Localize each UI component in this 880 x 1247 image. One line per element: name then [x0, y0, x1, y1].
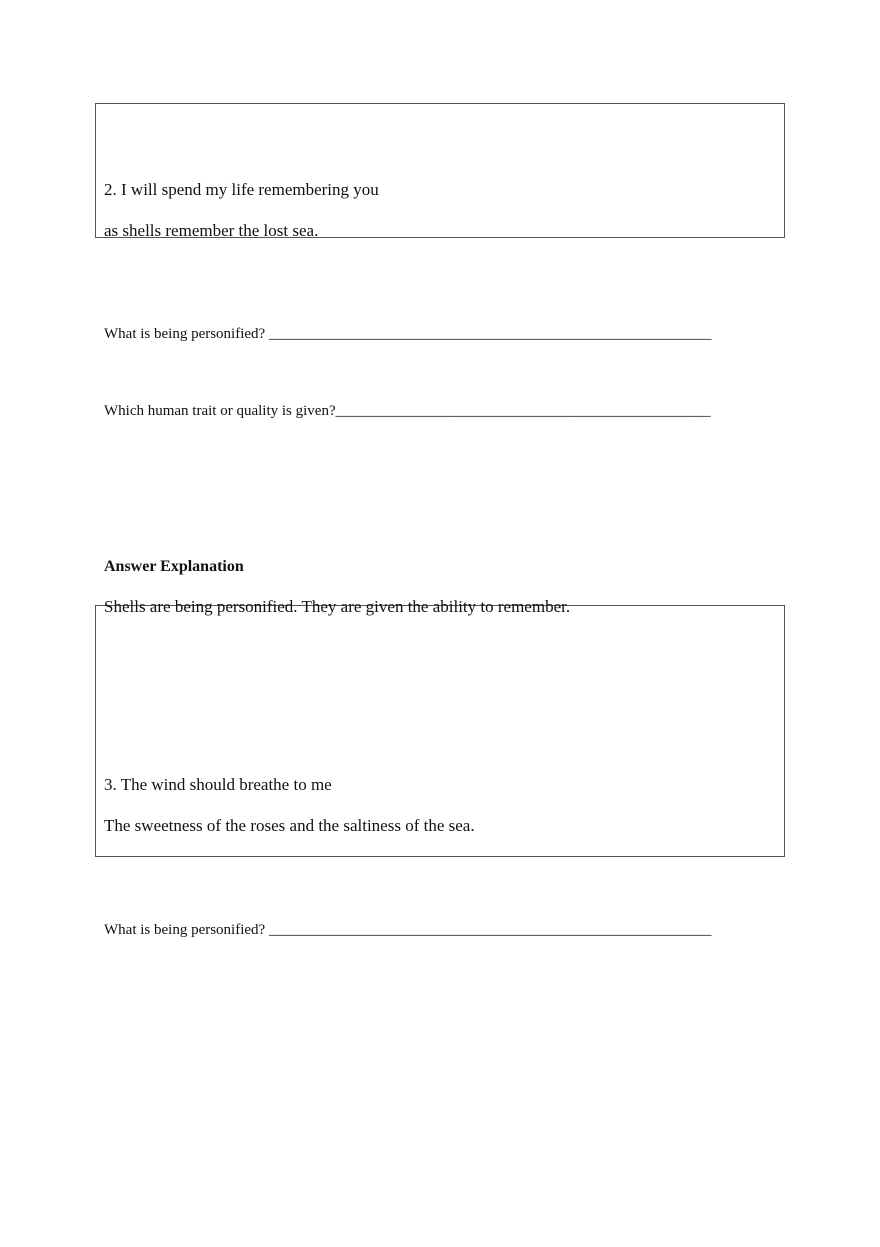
answer-explanation-heading: Answer Explanation	[104, 558, 244, 575]
question-personified-2: What is being personified? ___________________________________________________________	[104, 326, 712, 342]
poem-3-line-1: 3. The wind should breathe to me	[104, 775, 332, 794]
poem-3-line-2: The sweetness of the roses and the saltiness of the sea.	[104, 816, 475, 835]
poem-2-line-1: 2. I will spend my life remembering you	[104, 180, 379, 199]
poem-2-line-2: as shells remember the lost sea.	[104, 221, 319, 240]
poem-box-2	[95, 103, 785, 238]
answer-explanation-text: Shells are being personified. They are given the ability to remember.	[104, 597, 571, 616]
question-personified-3: What is being personified? ___________________________________________________________	[104, 922, 712, 938]
question-trait-2: Which human trait or quality is given?__________________________________________________	[104, 403, 711, 419]
